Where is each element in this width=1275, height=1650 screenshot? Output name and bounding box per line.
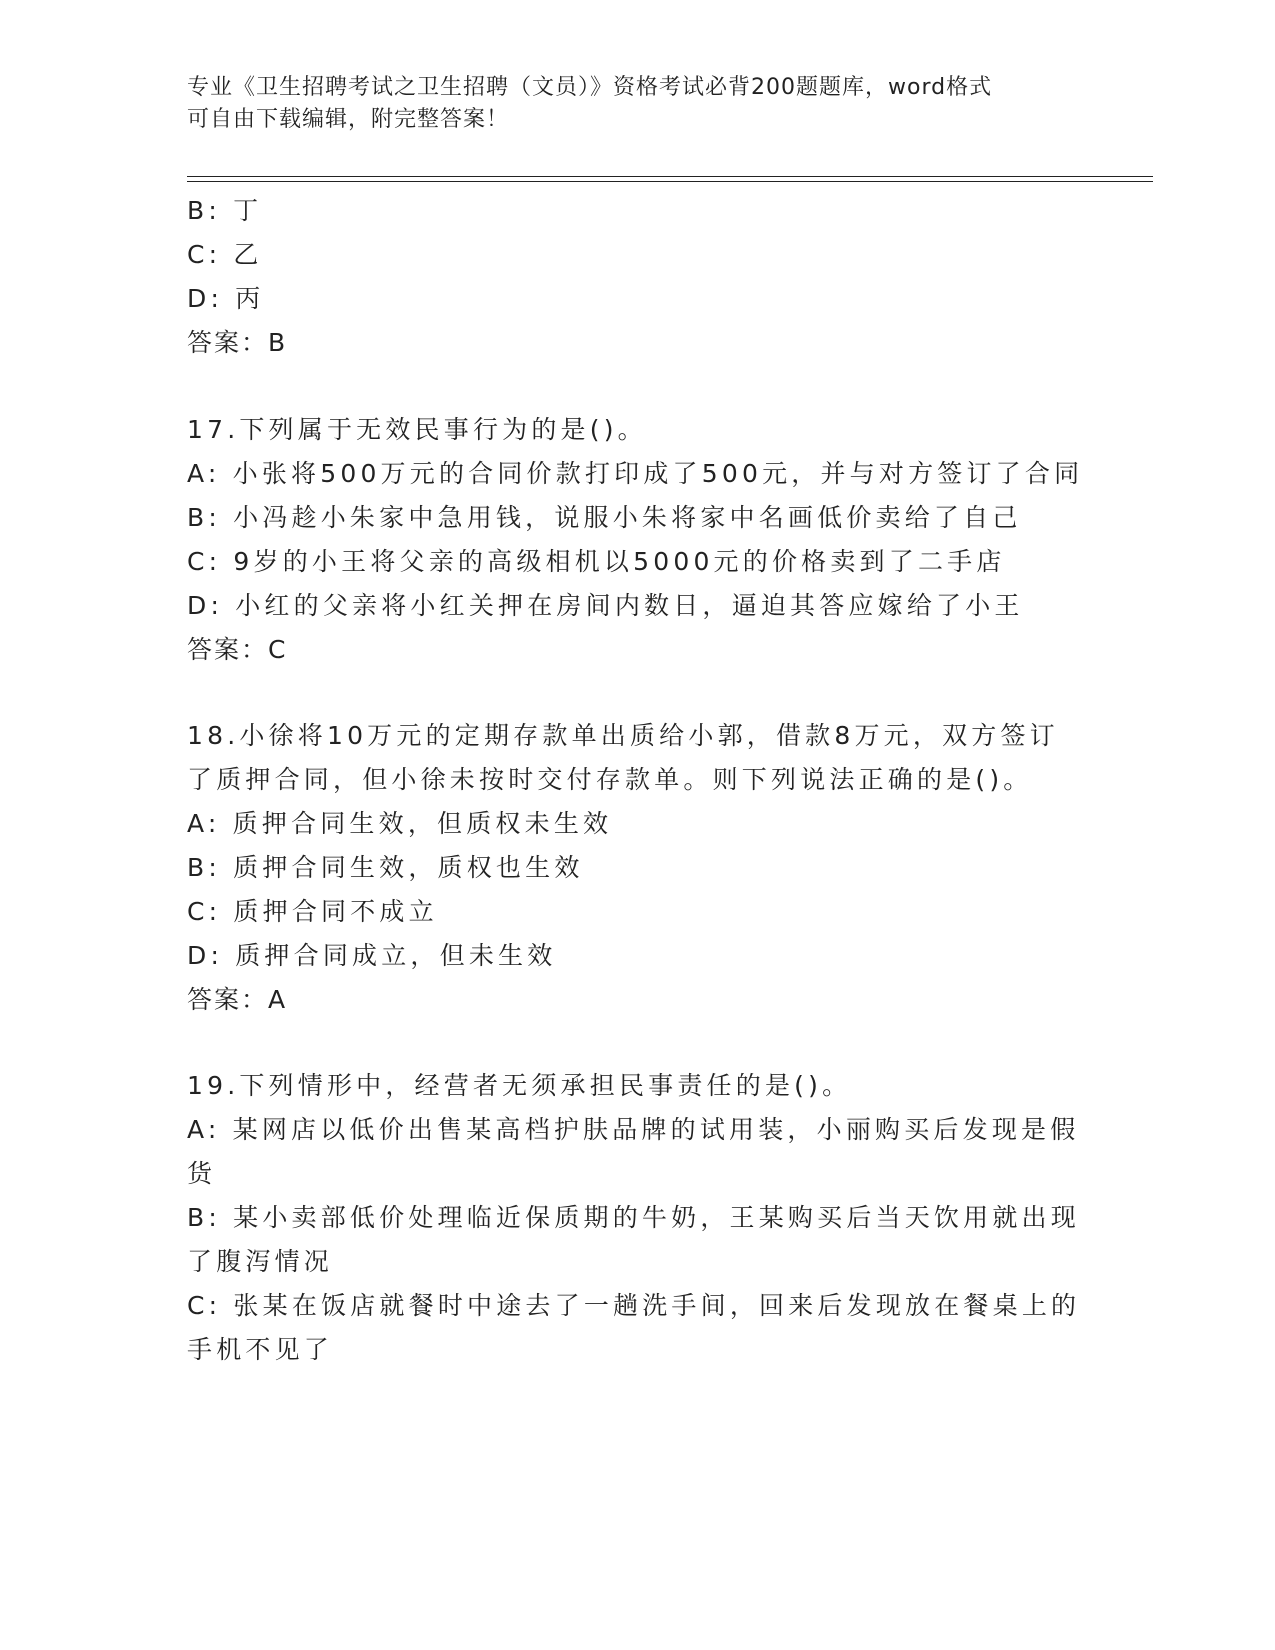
q18-option-d: D: 质押合同成立，但未生效: [187, 941, 557, 970]
prev-answer: 答案：B: [187, 328, 288, 357]
q17-option-d: D: 小红的父亲将小红关押在房间内数日，逼迫其答应嫁给了小王: [187, 591, 1024, 620]
header-divider-top: [187, 176, 1153, 177]
prev-option-b: B: 丁: [187, 196, 263, 225]
q19-option-b-line-2: 了腹泻情况: [187, 1247, 334, 1276]
q18-option-b: B: 质押合同生效，质权也生效: [187, 853, 584, 882]
q17-option-b: B: 小冯趁小朱家中急用钱，说服小朱将家中名画低价卖给了自己: [187, 503, 1022, 532]
q18-option-c: C: 质押合同不成立: [187, 897, 438, 926]
q19-option-a-line-1: A: 某网店以低价出售某高档护肤品牌的试用装，小丽购买后发现是假: [187, 1115, 1080, 1144]
document-header: [187, 72, 1067, 136]
q19-option-c-line-2: 手机不见了: [187, 1335, 334, 1364]
q17-option-a: A: 小张将500万元的合同价款打印成了500元，并与对方签订了合同: [187, 459, 1084, 488]
prev-option-c: C: 乙: [187, 240, 263, 269]
q18-stem-line-1: 18.小徐将10万元的定期存款单出质给小郭，借款8万元，双方签订: [187, 721, 1059, 750]
q18-stem-line-2: 了质押合同，但小徐未按时交付存款单。则下列说法正确的是()。: [187, 765, 1033, 794]
q17-stem: 17.下列属于无效民事行为的是()。: [187, 415, 647, 444]
q18-answer: 答案：A: [187, 985, 288, 1014]
q19-option-c-line-1: C: 张某在饭店就餐时中途去了一趟洗手间，回来后发现放在餐桌上的: [187, 1291, 1081, 1320]
q17-option-c: C: 9岁的小王将父亲的高级相机以5000元的价格卖到了二手店: [187, 547, 1006, 576]
q19-stem: 19.下列情形中，经营者无须承担民事责任的是()。: [187, 1071, 852, 1100]
header-divider-bottom: [187, 181, 1153, 182]
header-title-line-1: 专业《卫生招聘考试之卫生招聘（文员）》资格考试必背200题题库，word格式: [187, 75, 993, 100]
header-title-line-2: 可自由下载编辑，附完整答案！: [187, 107, 510, 132]
q19-option-a-line-2: 货: [187, 1159, 217, 1188]
q18-option-a: A: 质押合同生效，但质权未生效: [187, 809, 613, 838]
q17-answer: 答案：C: [187, 635, 288, 664]
q19-option-b-line-1: B: 某小卖部低价处理临近保质期的牛奶，王某购买后当天饮用就出现: [187, 1203, 1080, 1232]
prev-option-d: D: 丙: [187, 284, 265, 313]
